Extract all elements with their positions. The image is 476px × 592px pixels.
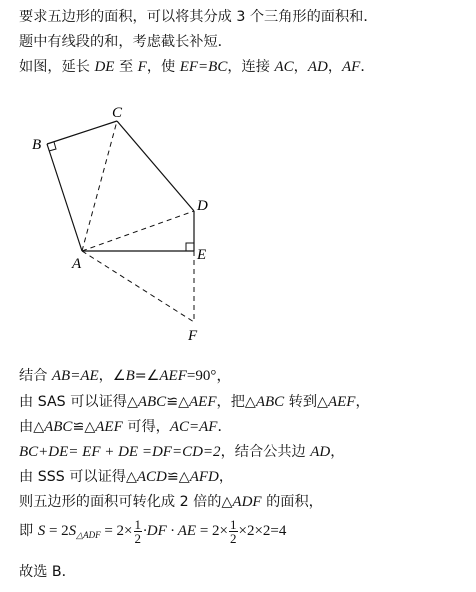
- proof-line-7: [19, 516, 286, 550]
- denominator: 2: [134, 530, 142, 546]
- text: ，使: [146, 59, 180, 75]
- triangle: ADF: [232, 494, 262, 510]
- text: 即: [19, 523, 38, 539]
- text: ，结合公共边: [220, 444, 311, 460]
- equation: AC=AF: [169, 419, 218, 435]
- text: = 2: [45, 523, 69, 539]
- text: = 2×: [196, 523, 228, 539]
- text: ≌△: [166, 394, 190, 410]
- area-symbol: S: [68, 523, 77, 539]
- segment-ac: AC: [274, 59, 294, 75]
- text: 由 SAS 可以证得△: [19, 394, 138, 410]
- dashed-ac: [82, 121, 117, 251]
- segment: AD: [310, 444, 331, 460]
- subscript: △ADF: [76, 530, 101, 540]
- proof-line-5: [19, 468, 233, 486]
- numerator: 1: [134, 516, 142, 532]
- text: ．: [217, 419, 232, 435]
- product-df-ae: ·DF · AE: [143, 523, 197, 539]
- proof-line-3: [19, 418, 232, 436]
- intro-text-1: 要求五边形的面积，可以将其分成 3 个三角形的面积和．: [19, 9, 378, 25]
- segment-ad: AD: [307, 59, 328, 75]
- text: 的面积，: [261, 494, 323, 510]
- label-e: E: [197, 247, 207, 263]
- proof-line-6: [19, 493, 323, 511]
- text: 可得，: [122, 419, 170, 435]
- text: 由 SSS 可以证得△: [19, 469, 137, 485]
- edge-cd: [117, 121, 194, 211]
- right-angle-e: [186, 243, 194, 251]
- dashed-af: [82, 251, 194, 322]
- segment-de: DE: [94, 59, 115, 75]
- label-b: B: [32, 137, 42, 153]
- area-symbol: S: [37, 523, 46, 539]
- angle: AEF: [159, 368, 187, 384]
- label-d: D: [197, 198, 208, 214]
- text: =90°，: [186, 368, 232, 384]
- text: ，: [330, 444, 345, 460]
- answer-text: 故选 B．: [19, 564, 76, 580]
- proof-line-4: [19, 443, 344, 461]
- fraction-half-2: [229, 518, 238, 545]
- triangle: ABC: [44, 419, 73, 435]
- text: ，: [327, 59, 343, 75]
- denominator: 2: [230, 530, 237, 546]
- text: = 2×: [100, 523, 133, 539]
- triangle: ABC: [255, 394, 285, 410]
- text: 则五边形的面积可转化成 2 倍的△: [19, 494, 233, 510]
- triangle: AEF: [327, 394, 356, 410]
- triangle: AEF: [189, 394, 217, 410]
- edge-bc: [47, 121, 117, 144]
- edge-ab: [47, 144, 82, 251]
- dashed-ad: [82, 211, 194, 251]
- label-f: F: [188, 328, 198, 344]
- equation-ef-bc: EF=BC: [179, 59, 228, 75]
- point-f: F: [137, 59, 147, 75]
- segment-af: AF: [342, 59, 361, 75]
- numerator: 1: [230, 516, 237, 532]
- text: 至: [114, 59, 138, 75]
- text: ×2×2=4: [238, 523, 287, 539]
- text: 结合: [19, 368, 52, 384]
- angle: B: [125, 368, 135, 384]
- label-c: C: [112, 105, 123, 121]
- intro-text-2: 题中有线段的和，考虑截长补短．: [19, 34, 232, 50]
- text: ≌△: [166, 469, 190, 485]
- triangle: ABC: [137, 394, 167, 410]
- text: ，∠: [98, 368, 126, 384]
- text: ，: [293, 59, 308, 75]
- text: ，连接: [227, 59, 275, 75]
- text: ，把△: [216, 394, 256, 410]
- text: 如图，延长: [19, 59, 95, 75]
- text: ≌△: [72, 419, 96, 435]
- equation: AB=AE: [51, 368, 99, 384]
- triangle: ACD: [136, 469, 167, 485]
- proof-line-1: [19, 367, 231, 385]
- triangle: AEF: [95, 419, 123, 435]
- label-a: A: [72, 256, 82, 272]
- text: 转到△: [284, 394, 328, 410]
- text: ，: [218, 469, 234, 485]
- text: 由△: [19, 419, 45, 435]
- triangle: AFD: [189, 469, 219, 485]
- equation: BC+DE= EF + DE =DF=CD=2: [19, 444, 221, 460]
- text: ．: [360, 59, 375, 75]
- proof-line-8: [19, 563, 76, 581]
- text: =∠: [134, 368, 160, 384]
- proof-line-2: [19, 393, 370, 411]
- fraction-half: [134, 518, 143, 545]
- text: ，: [355, 394, 370, 410]
